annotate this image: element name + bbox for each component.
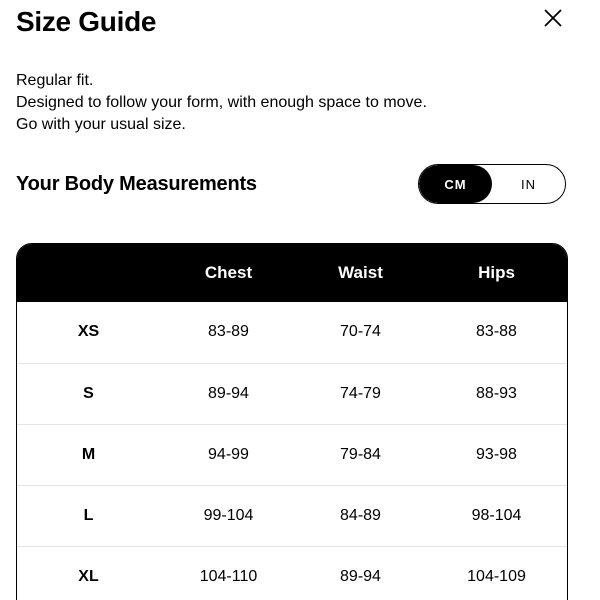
unit-option-cm[interactable]: CM [419,165,492,203]
chest-value: 89-94 [160,363,297,424]
waist-value: 79-84 [297,424,424,485]
description-line: Regular fit. [16,72,94,89]
waist-value: 84-89 [297,485,424,546]
column-header-chest: Chest [204,263,253,282]
close-button[interactable] [539,4,567,32]
column-header-waist: Waist [338,263,383,282]
fit-description [16,70,427,136]
hips-value: 104-109 [424,546,568,600]
table-header-row [17,244,568,302]
unit-option-in[interactable]: IN [521,176,536,192]
chest-value: 104-110 [160,546,297,600]
hips-value: 83-88 [476,323,517,341]
description-line: Go with your usual size. [16,116,186,133]
table-row [17,546,568,600]
waist-value: 89-94 [297,546,424,600]
hips-value: 98-104 [424,485,568,546]
size-table [16,243,568,600]
size-label: M [17,424,160,485]
hips-value: 88-93 [424,363,568,424]
waist-value: 74-79 [297,363,424,424]
unit-toggle[interactable] [418,164,566,204]
column-header-hips: Hips [478,263,515,282]
size-label: XS [77,323,100,341]
section-title: Your Body Measurements [16,173,257,195]
close-icon [539,4,567,32]
size-label: XL [17,546,160,600]
table-row [17,485,568,546]
page-title: Size Guide [16,6,157,37]
chest-value: 94-99 [160,424,297,485]
hips-value: 93-98 [424,424,568,485]
chest-value: 99-104 [160,485,297,546]
description-line: Designed to follow your form, with enough space to move. [16,94,427,111]
column-header-size [17,244,160,302]
chest-value: 83-89 [208,323,249,341]
table-row [17,302,568,363]
size-label: S [17,363,160,424]
table-row [17,363,568,424]
waist-value: 70-74 [340,323,381,341]
size-label: L [17,485,160,546]
table-row [17,424,568,485]
